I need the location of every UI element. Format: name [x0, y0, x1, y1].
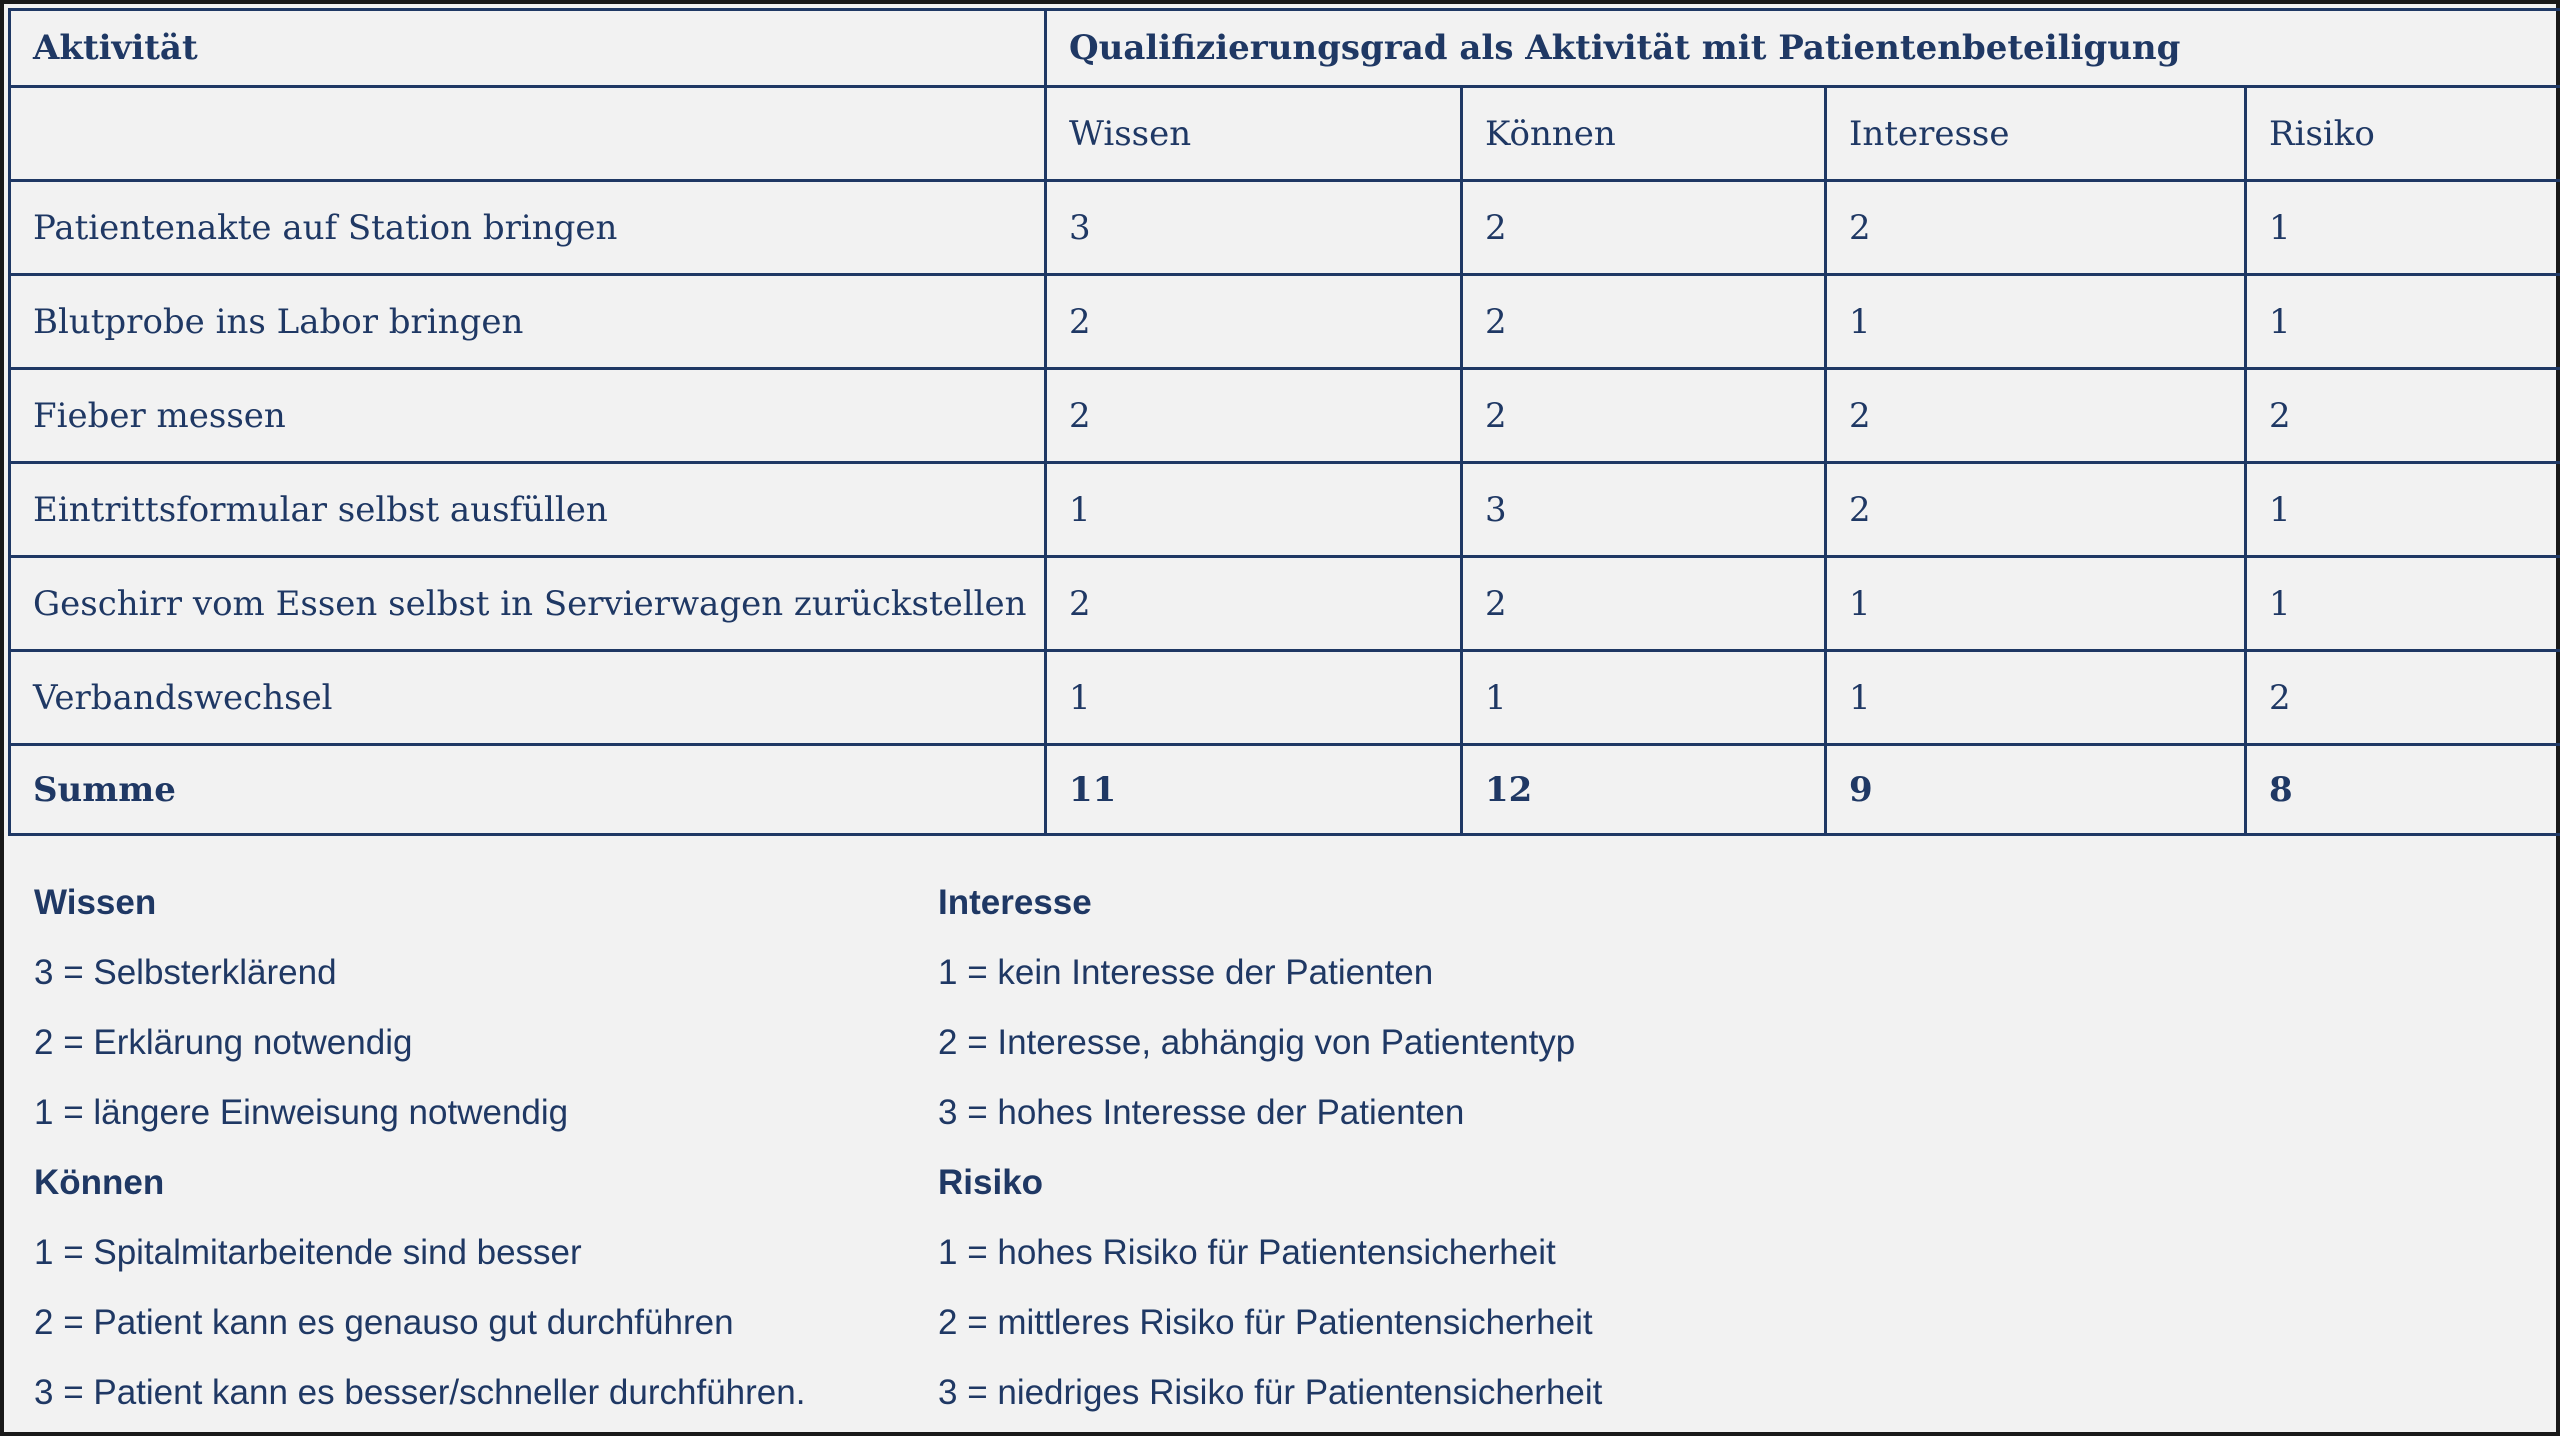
value-cell: 3	[1462, 463, 1826, 557]
table-row	[10, 651, 2560, 745]
value-cell: 1	[1826, 557, 2246, 651]
legend-item: 3 = Selbsterklärend	[34, 953, 337, 992]
value-cell: 2	[1826, 463, 2246, 557]
table-subheader-row	[10, 87, 2560, 181]
activity-cell: Fieber messen	[10, 369, 1046, 463]
legend-item: 3 = niedriges Risiko für Patientensicherheit	[938, 1373, 1603, 1412]
value-cell: 2	[1462, 369, 1826, 463]
value-cell: 2	[1046, 275, 1462, 369]
table-header-row	[10, 10, 2560, 87]
value-cell: 1	[1046, 463, 1462, 557]
legend-item: 2 = Erklärung notwendig	[34, 1023, 413, 1062]
value-cell: 2	[1462, 181, 1826, 275]
sum-label: Summe	[10, 745, 1046, 835]
subheader-empty-cell	[10, 87, 1046, 181]
value-cell: 1	[1046, 651, 1462, 745]
column-header-interesse: Interesse	[1826, 87, 2246, 181]
value-cell: 2	[1826, 181, 2246, 275]
sum-row	[10, 745, 2560, 835]
legend-item: 2 = Patient kann es genauso gut durchführen	[34, 1303, 734, 1342]
value-cell: 2	[1046, 557, 1462, 651]
qualification-table	[8, 8, 2560, 836]
column-header-koennen: Können	[1462, 87, 1826, 181]
activity-cell: Blutprobe ins Labor bringen	[10, 275, 1046, 369]
legend-title-risiko: Risiko	[938, 1163, 1044, 1202]
value-cell: 3	[1046, 181, 1462, 275]
legend-right-column	[938, 874, 1602, 1434]
legend-item: 2 = Interesse, abhängig von Patiententyp	[938, 1023, 1576, 1062]
legend-title-interesse: Interesse	[938, 883, 1092, 922]
value-cell: 2	[1462, 275, 1826, 369]
activity-cell: Eintrittsformular selbst ausfüllen	[10, 463, 1046, 557]
value-cell: 1	[1462, 651, 1826, 745]
legend-item: 3 = hohes Interesse der Patienten	[938, 1093, 1465, 1132]
header-activity: Aktivität	[10, 10, 1046, 87]
legend-title-wissen: Wissen	[34, 883, 157, 922]
sum-value: 11	[1046, 745, 1462, 835]
sum-value: 9	[1826, 745, 2246, 835]
value-cell: 1	[1826, 275, 2246, 369]
legend-item: 1 = längere Einweisung notwendig	[34, 1093, 569, 1132]
table-row	[10, 275, 2560, 369]
legend-item: 1 = hohes Risiko für Patientensicherheit	[938, 1233, 1556, 1272]
table-row	[10, 181, 2560, 275]
value-cell: 1	[2246, 557, 2560, 651]
value-cell: 2	[1826, 369, 2246, 463]
activity-cell: Patientenakte auf Station bringen	[10, 181, 1046, 275]
column-header-wissen: Wissen	[1046, 87, 1462, 181]
value-cell: 2	[1046, 369, 1462, 463]
activity-cell: Verbandswechsel	[10, 651, 1046, 745]
legend-left-column	[34, 874, 805, 1434]
value-cell: 2	[1462, 557, 1826, 651]
value-cell: 1	[1826, 651, 2246, 745]
table-row	[10, 369, 2560, 463]
value-cell: 2	[2246, 651, 2560, 745]
value-cell: 1	[2246, 275, 2560, 369]
value-cell: 1	[2246, 181, 2560, 275]
sum-value: 8	[2246, 745, 2560, 835]
table-row	[10, 557, 2560, 651]
table-row	[10, 463, 2560, 557]
value-cell: 1	[2246, 463, 2560, 557]
header-qualification: Qualifizierungsgrad als Aktivität mit Patientenbeteiligung	[1046, 10, 2560, 87]
legend-item: 1 = kein Interesse der Patienten	[938, 953, 1434, 992]
legend-item: 3 = Patient kann es besser/schneller durchführen.	[34, 1373, 806, 1412]
value-cell: 2	[2246, 369, 2560, 463]
legend-item: 2 = mittleres Risiko für Patientensicherheit	[938, 1303, 1593, 1342]
sum-value: 12	[1462, 745, 1826, 835]
activity-cell: Geschirr vom Essen selbst in Servierwagen zurückstellen	[10, 557, 1046, 651]
legend-item: 1 = Spitalmitarbeitende sind besser	[34, 1233, 582, 1272]
legend-title-koennen: Können	[34, 1163, 165, 1202]
column-header-risiko: Risiko	[2246, 87, 2560, 181]
